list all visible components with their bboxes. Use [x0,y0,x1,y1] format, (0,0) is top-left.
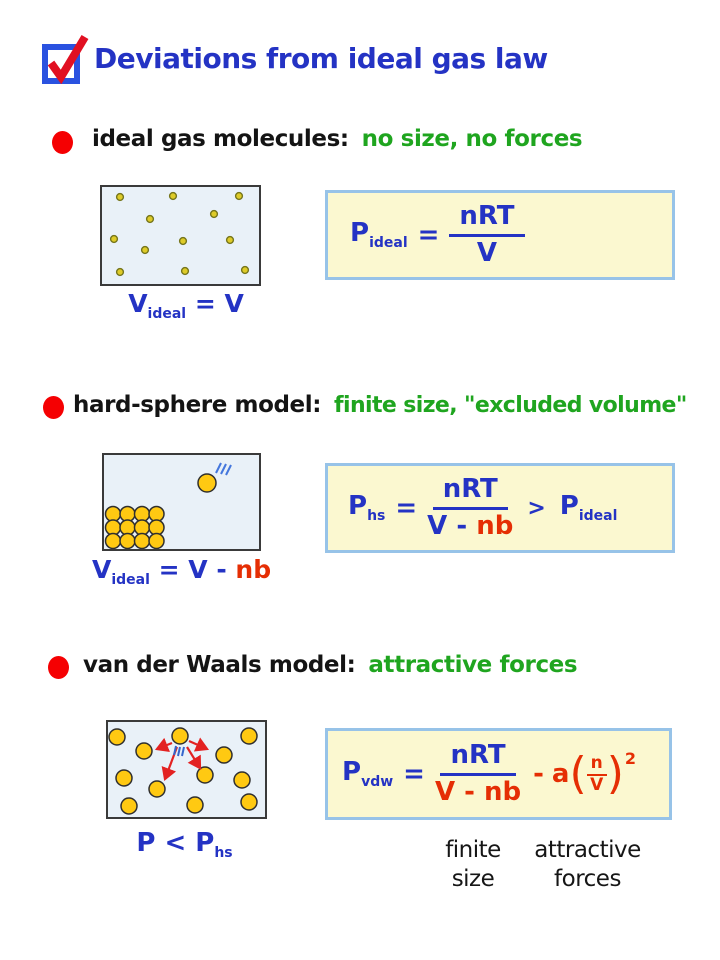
speed-lines-icon [174,746,184,756]
ideal-gas-formula-card: $P_{ideal}$ = $\frac{\text{nRT}}{V}$ [325,190,675,280]
section-1-note: no size, no forces [361,126,583,152]
page-title: Deviations from ideal gas law [94,42,548,75]
checkmark-icon [44,28,92,84]
section-1-title: ideal gas molecules: [92,126,349,152]
attractive-forces-annotation: attractive forces [534,837,641,892]
bullet-icon [43,396,64,419]
speed-lines-icon [216,463,231,475]
section-2-note: finite size, "excluded volume" [334,393,687,418]
section-3-note: attractive forces [368,652,578,678]
section-3-heading [83,652,577,678]
hard-sphere-formula-card: $P_{hs}$ = $\frac{\text{nRT}}{V - nb}$ > $P_{ideal}$ [325,463,675,553]
bullet-icon [48,656,69,679]
hard-sphere-volume-caption: $V_{ideal} = V$ - nb [92,555,272,588]
fraction: $\frac{\text{nRT}}{V - nb}$ [427,473,514,541]
vdw-pressure-caption: $P < P_{hs}$ [136,828,233,862]
ideal-volume-caption: $V_{ideal} = V$ [128,289,244,322]
van-der-waals-diagram [106,720,267,819]
section-2-heading [73,392,687,418]
p-ideal: $P_{ideal}$ [559,491,618,525]
hard-sphere-diagram [102,453,261,551]
p-ideal: $P_{ideal}$ [350,218,408,252]
fraction: $\frac{\text{nRT}}{V - nb}$ [434,739,522,807]
section-1-heading [92,126,582,152]
section-3-title: van der Waals model: [83,652,356,678]
bullet-icon [52,131,73,154]
van-der-waals-formula-card: $P_{vdw}$ = $\frac{\text{nRT}}{V - nb}$ - a ( $\frac{n}{V}$ ) 2 [325,728,672,820]
p-hs: $P_{hs}$ [348,491,386,525]
p-vdw: $P_{vdw}$ [342,757,394,791]
mini-fraction: $\frac{n}{V}$ [587,754,607,794]
fraction: $\frac{\text{nRT}}{V}$ [449,202,524,269]
finite-size-annotation: finite size [445,837,501,892]
section-2-title: hard-sphere model: [73,392,322,418]
ideal-gas-diagram [100,185,261,286]
